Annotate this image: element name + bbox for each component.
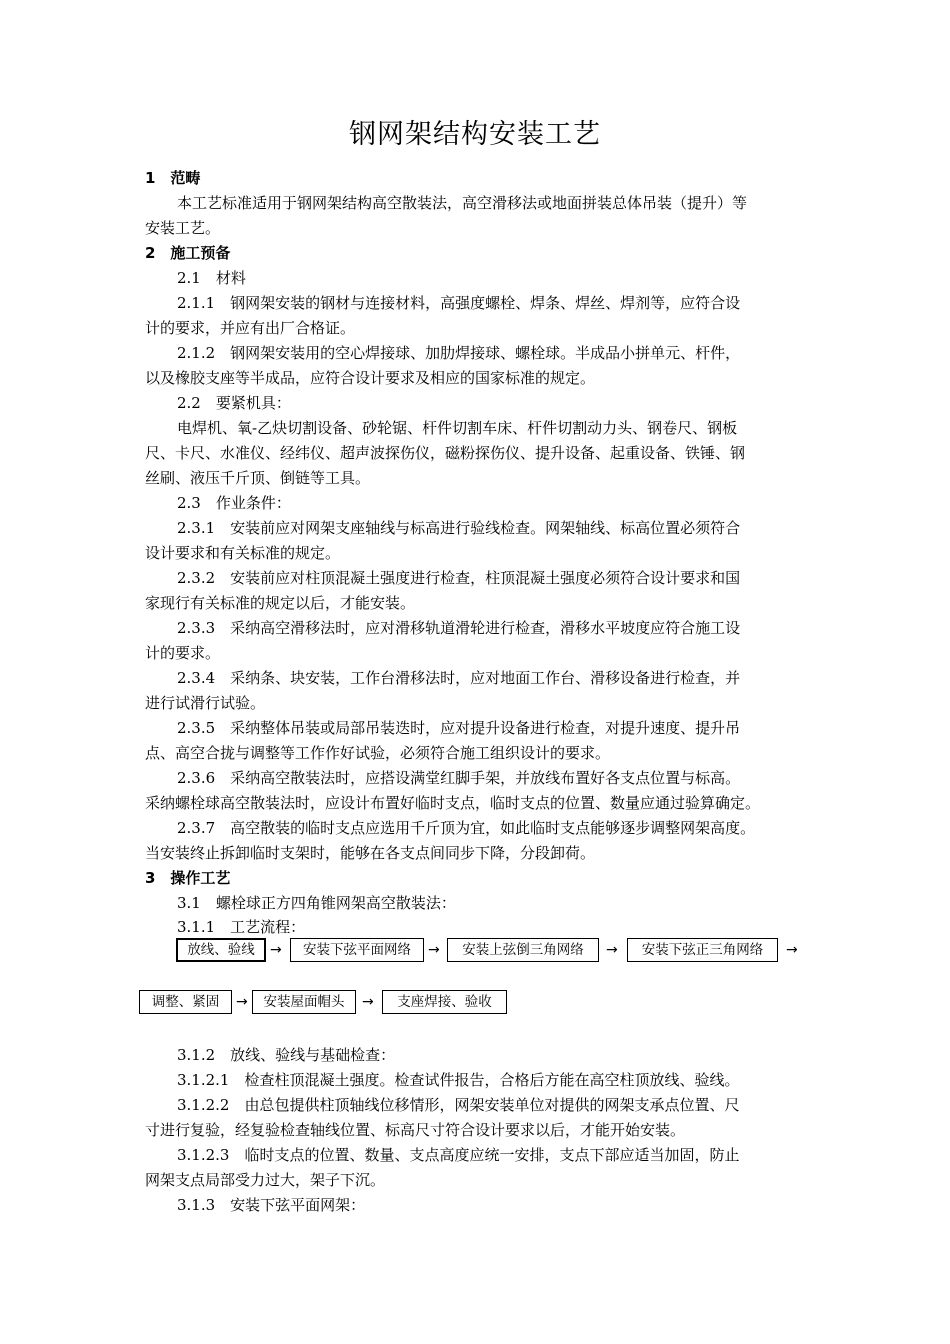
- paragraph-line: 以及橡胶支座等半成品，应符合设计要求及相应的国家标准的规定。: [145, 369, 596, 387]
- paragraph-line: 设计要求和有关标准的规定。: [145, 544, 341, 562]
- subsection-heading: 2.3 作业条件：: [177, 494, 291, 512]
- arrow-right-icon: →: [270, 942, 282, 958]
- flow-step-box: 安装屋面帽头: [252, 990, 356, 1014]
- arrow-right-icon: →: [362, 994, 374, 1010]
- arrow-right-icon: →: [236, 994, 248, 1010]
- flow-step-box: 安装下弦平面网络: [290, 938, 424, 962]
- paragraph-line: 2.3.2 安装前应对柱顶混凝土强度进行检查，柱顶混凝土强度必须符合设计要求和国: [177, 569, 741, 587]
- paragraph-line: 2.3.3 采纳高空滑移法时，应对滑移轨道滑轮进行检查，滑移水平坡度应符合施工设: [177, 619, 741, 637]
- paragraph-line: 2.3.7 高空散装的临时支点应选用千斤顶为宜，如此临时支点能够逐步调整网架高度。: [177, 819, 756, 837]
- document-title: 钢网架结构安装工艺: [349, 119, 601, 150]
- paragraph-line: 尺、卡尺、水准仪、经纬仪、超声波探伤仪，磁粉探伤仪、提升设备、起重设备、铁锤、钢: [145, 444, 746, 462]
- section-heading: 2 施工预备: [145, 244, 231, 262]
- arrow-right-icon: →: [786, 942, 798, 958]
- flow-step-box: 安装下弦正三角网络: [627, 938, 778, 962]
- subsection-heading: 2.1 材料: [177, 269, 246, 287]
- paragraph-line: 家现行有关标准的规定以后，才能安装。: [145, 594, 416, 612]
- subsection-heading: 3.1.1 工艺流程：: [177, 918, 306, 936]
- section-heading: 1 范畴: [145, 169, 201, 187]
- paragraph-line: 2.1.2 钢网架安装用的空心焊接球、加肋焊接球、螺栓球。半成品小拼单元、杆件，: [177, 344, 741, 362]
- paragraph-line: 2.1.1 钢网架安装的钢材与连接材料，高强度螺栓、焊条、焊丝、焊剂等，应符合设: [177, 294, 741, 312]
- paragraph-line: 3.1.2.2 由总包提供柱顶轴线位移情形，网架安装单位对提供的网架支承点位置、尺: [177, 1096, 740, 1114]
- paragraph-line: 3.1.2.3 临时支点的位置、数量、支点高度应统一安排，支点下部应适当加固，防止: [177, 1146, 740, 1164]
- subsection-heading: 3.1 螺栓球正方四角锥网架高空散装法：: [177, 894, 456, 912]
- subsection-heading: 3.1.3 安装下弦平面网架：: [177, 1196, 366, 1214]
- arrow-right-icon: →: [428, 942, 440, 958]
- paragraph-line: 计的要求。: [145, 644, 221, 662]
- paragraph-line: 寸进行复验，经复验检查轴线位置、标高尺寸符合设计要求以后，才能开始安装。: [145, 1121, 686, 1139]
- flow-step-box: 放线、验线: [176, 938, 266, 962]
- paragraph-line: 2.3.5 采纳整体吊装或局部吊装迭时，应对提升设备进行检查，对提升速度、提升吊: [177, 719, 741, 737]
- flow-step-box: 支座焊接、验收: [382, 990, 507, 1014]
- paragraph-line: 采纳螺栓球高空散装法时，应设计布置好临时支点，临时支点的位置、数量应通过验算确定。: [145, 794, 761, 812]
- paragraph-line: 安装工艺。: [145, 219, 221, 237]
- paragraph-line: 2.3.4 采纳条、块安装，工作台滑移法时，应对地面工作台、滑移设备进行检查，并: [177, 669, 741, 687]
- paragraph-line: 网架支点局部受力过大，架子下沉。: [145, 1171, 386, 1189]
- subsection-heading: 3.1.2 放线、验线与基础检查：: [177, 1046, 396, 1064]
- paragraph-line: 当安装终止拆卸临时支架时，能够在各支点间同步下降，分段卸荷。: [145, 844, 596, 862]
- paragraph-line: 3.1.2.1 检查柱顶混凝土强度。检查试件报告，合格后方能在高空柱顶放线、验线。: [177, 1071, 740, 1089]
- arrow-right-icon: →: [606, 942, 618, 958]
- section-heading: 3 操作工艺: [145, 869, 231, 887]
- paragraph-line: 2.3.6 采纳高空散装法时，应搭设满堂红脚手架，并放线布置好各支点位置与标高。: [177, 769, 741, 787]
- subsection-heading: 2.2 要紧机具：: [177, 394, 291, 412]
- flow-step-box: 安装上弦倒三角网络: [447, 938, 599, 962]
- flow-step-box: 调整、紧固: [139, 990, 232, 1014]
- paragraph-line: 本工艺标准适用于钢网架结构高空散装法，高空滑移法或地面拼装总体吊装（提升）等: [177, 194, 748, 212]
- paragraph-line: 丝刷、液压千斤顶、倒链等工具。: [145, 469, 371, 487]
- paragraph-line: 2.3.1 安装前应对网架支座轴线与标高进行验线检查。网架轴线、标高位置必须符合: [177, 519, 741, 537]
- paragraph-line: 电焊机、氧-乙炔切割设备、砂轮锯、杆件切割车床、杆件切割动力头、钢卷尺、钢板: [177, 419, 738, 437]
- paragraph-line: 计的要求，并应有出厂合格证。: [145, 319, 356, 337]
- paragraph-line: 点、高空合拢与调整等工作作好试验，必须符合施工组织设计的要求。: [145, 744, 611, 762]
- paragraph-line: 进行试滑行试验。: [145, 694, 266, 712]
